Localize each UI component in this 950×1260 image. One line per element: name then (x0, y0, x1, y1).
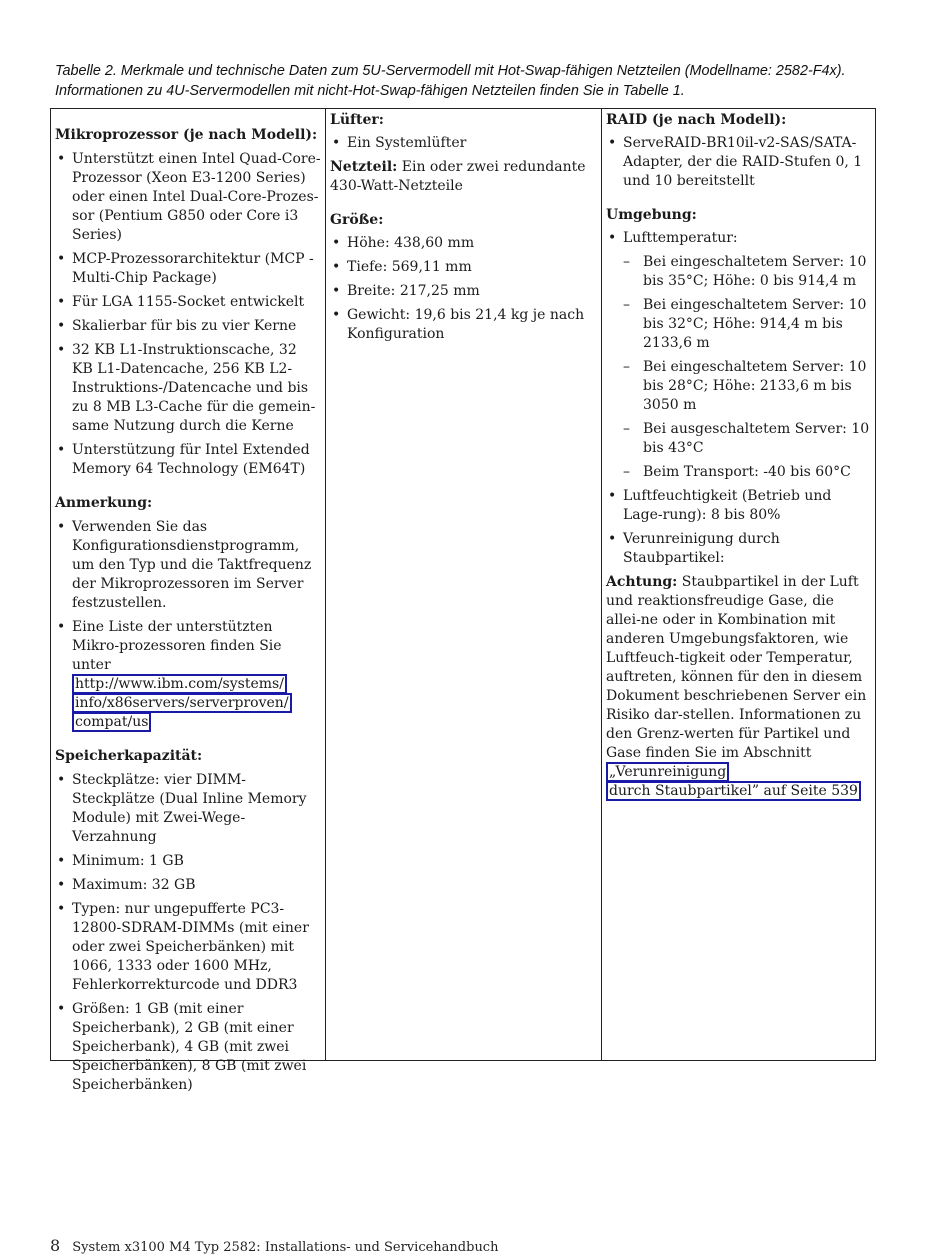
list-item: • Unterstützung für Intel Extended Memory 64 Technology (EM64T) (55, 441, 321, 479)
environment-list (606, 229, 871, 568)
environment-heading: Umgebung: (606, 207, 697, 223)
microprocessor-list (55, 150, 321, 479)
serverproven-link[interactable]: compat/us (72, 712, 151, 732)
list-item: • Minimum: 1 GB (55, 852, 321, 871)
list-item: – Bei eingeschaltetem Server: 10 bis 28°C; Höhe: 2133,6 m bis 3050 m (623, 358, 871, 415)
power-supply-text (330, 158, 597, 196)
contamination-link[interactable]: „Verunreinigung (606, 762, 729, 782)
power-supply-label: Netzteil: (330, 159, 398, 175)
spec-table (50, 108, 876, 1093)
list-item: – Bei ausgeschaltetem Server: 10 bis 43°C (623, 420, 871, 458)
list-item: • Luftfeuchtigkeit (Betrieb und Lage-rung): 8 bis 80% (606, 487, 871, 525)
list-item (55, 618, 321, 732)
temperature-list (623, 253, 871, 482)
air-temperature-label: Lufttemperatur: (623, 230, 738, 246)
size-list (330, 234, 597, 344)
document-title: System x3100 M4 Typ 2582: Installations- und Servicehandbuch (72, 1240, 499, 1255)
table-caption: Tabelle 2. Merkmale und technische Daten zum 5U-Servermodell mit Hot-Swap-fähigen Netzteilen (Modellname: 2582-F4x). Informationen zu 4U-Servermodellen mit nicht-Hot-Swap-fähigen Netzteilen finden Sie in Tabelle 1. (55, 63, 846, 99)
list-item: • MCP-Prozessorarchitektur (MCP - Multi-Chip Package) (55, 250, 321, 288)
microprocessor-heading: Mikroprozessor (je nach Modell): (55, 127, 318, 143)
list-item: • Ein Systemlüfter (330, 134, 597, 153)
list-item: • Steckplätze: vier DIMM-Steckplätze (Dual Inline Memory Module) mit Zwei-Wege-Verzahnung (55, 771, 321, 847)
attention-note (606, 573, 871, 801)
list-item (606, 229, 871, 482)
list-item: • Tiefe: 569,11 mm (330, 258, 597, 277)
page-footer (50, 1236, 498, 1255)
list-item: • Typen: nur ungepufferte PC3-12800-SDRAM-DIMMs (mit einer oder zwei Speicherbänken) mit 1066, 1333 oder 1600 MHz, Fehlerkorrekturcode und DDR3 (55, 900, 321, 995)
list-item: • 32 KB L1-Instruktionscache, 32 KB L1-Datencache, 256 KB L2-Instruktions-/Datencache und bis zu 8 MB L3-Cache für die gemein-same Nutzung durch die Kerne (55, 341, 321, 436)
note-text: Eine Liste der unterstützten Mikro-prozessoren finden Sie unter (72, 619, 282, 673)
list-item: • Verwenden Sie das Konfigurationsdienstprogramm, um den Typ und die Taktfrequenz der Mikroprozessoren im Server festzustellen. (55, 518, 321, 613)
list-item: • Für LGA 1155-Socket entwickelt (55, 293, 321, 312)
list-item: • Breite: 217,25 mm (330, 282, 597, 301)
note-heading: Anmerkung: (55, 495, 153, 511)
memory-list (55, 771, 321, 1095)
attention-text: Staubpartikel in der Luft und reaktionsfreudige Gase, die allei-ne oder in Kombination mit anderen Umgebungsfaktoren, wie Luftfeuch-tigkeit oder Temperatur, auftreten, können für den in diesem Dokument beschriebenen Server ein Risiko dar-stellen. Informationen zu den Grenz-werten für Partikel und Gase finden Sie im Abschnitt (606, 574, 867, 761)
memory-heading: Speicherkapazität: (55, 748, 203, 764)
spec-column-fan-power-size (326, 109, 602, 1060)
list-item: – Bei eingeschaltetem Server: 10 bis 32°C; Höhe: 914,4 m bis 2133,6 m (623, 296, 871, 353)
list-item: • ServeRAID-BR10il-v2-SAS/SATA-Adapter, der die RAID-Stufen 0, 1 und 10 bereitstellt (606, 134, 871, 191)
serverproven-link[interactable]: info/x86servers/serverproven/ (72, 693, 292, 713)
power-supply-value: Ein oder zwei redundante 430-Watt-Netzteile (330, 159, 586, 194)
fan-list (330, 134, 597, 153)
contamination-link[interactable]: durch Staubpartikel” auf Seite 539 (606, 781, 861, 801)
spec-column-processor-memory (51, 109, 326, 1093)
list-item: • Verunreinigung durch Staubpartikel: (606, 530, 871, 568)
list-item: • Gewicht: 19,6 bis 21,4 kg je nach Konfiguration (330, 306, 597, 344)
size-heading: Größe: (330, 212, 384, 228)
list-item: • Höhe: 438,60 mm (330, 234, 597, 253)
page-number: 8 (50, 1236, 61, 1255)
serverproven-link[interactable]: http://www.ibm.com/systems/ (72, 674, 287, 694)
list-item: – Bei eingeschaltetem Server: 10 bis 35°C; Höhe: 0 bis 914,4 m (623, 253, 871, 291)
note-list (55, 518, 321, 732)
raid-heading: RAID (je nach Modell): (606, 112, 787, 128)
list-item: • Skalierbar für bis zu vier Kerne (55, 317, 321, 336)
raid-list (606, 134, 871, 191)
fan-heading: Lüfter: (330, 112, 384, 128)
attention-label: Achtung: (606, 574, 678, 590)
list-item: – Beim Transport: -40 bis 60°C (623, 463, 871, 482)
list-item: • Unterstützt einen Intel Quad-Core-Prozessor (Xeon E3-1200 Series) oder einen Intel Dual-Core-Prozes-sor (Pentium G850 oder Core i3 Series) (55, 150, 321, 245)
list-item: • Größen: 1 GB (mit einer Speicherbank), 2 GB (mit einer Speicherbank), 4 GB (mit zwei Speicherbänken), 8 GB (mit zwei Speicherbänken) (55, 1000, 321, 1095)
spec-column-raid-environment (602, 109, 875, 1060)
list-item: • Maximum: 32 GB (55, 876, 321, 895)
